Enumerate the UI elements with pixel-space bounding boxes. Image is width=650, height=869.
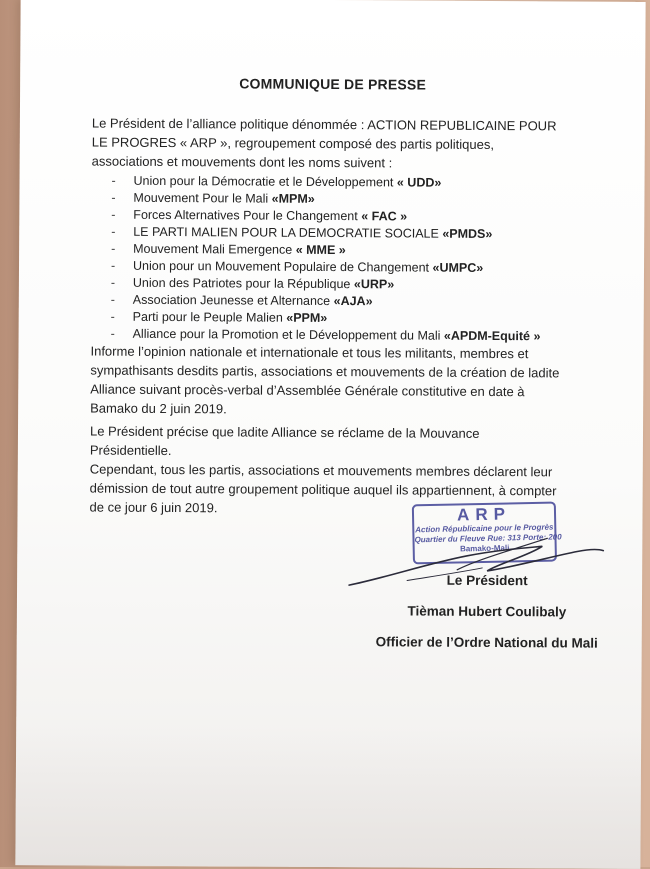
page-shadow (15, 725, 641, 869)
list-item: - LE PARTI MALIEN POUR LA DEMOCRATIE SOCIALE «PMDS» (111, 224, 493, 241)
member-acronym: « FAC » (361, 209, 408, 224)
member-acronym: «URP» (353, 277, 395, 292)
member-name: LE PARTI MALIEN POUR LA DEMOCRATIE SOCIALE (133, 224, 439, 241)
member-name: Mouvement Pour le Mali (133, 190, 269, 206)
member-name: Union pour un Mouvement Populaire de Changement (132, 258, 430, 275)
signature-block (357, 570, 617, 653)
resignation-paragraph: Cependant, tous les partis, associations et mouvements membres déclarent leur démission de tout autre groupement politique auquel ils appartiennent, à compter de ce jour 6 juin 2019. (89, 461, 557, 516)
member-acronym: «UMPC» (432, 260, 484, 275)
inform-paragraph: Informe l’opinion nationale et internationale et tous les militants, membres et sympathisants desdits partis, associations et mouvements de la création de ladite Alliance suivant procès-verbal d’Assemblée Générale constitutive en date à Bamako du 2 juin 2019. (90, 343, 560, 417)
member-acronym: «AJA» (333, 294, 373, 309)
stamp-title: ARP (456, 504, 512, 525)
member-list (111, 173, 582, 346)
member-name: Union pour la Démocratie et le Développement (133, 173, 394, 190)
signatory-name: Tièman Hubert Coulibaly (407, 603, 567, 620)
press-release-page (15, 0, 645, 869)
member-acronym: « UDD» (396, 175, 442, 190)
member-name: Forces Alternatives Pour le Changement (133, 207, 358, 224)
list-item: - Alliance pour la Promotion et le Développement du Mali «APDM-Equité » (110, 326, 541, 344)
signatory-title: Officier de l’Ordre National du Mali (375, 634, 598, 651)
stamp-line-name: Action Républicaine pour le Progrès (415, 522, 554, 535)
signatory-role: Le Président (446, 572, 528, 589)
member-acronym: «MPM» (271, 191, 315, 206)
list-item: - Union des Patriotes pour la République «URP» (110, 275, 395, 292)
member-acronym: «PMDS» (442, 226, 493, 241)
member-acronym: « MME » (295, 242, 346, 258)
list-item: - Mouvement Mali Emergence « MME » (111, 241, 346, 258)
member-acronym: «APDM-Equité » (443, 328, 541, 344)
member-acronym: «PPM» (286, 310, 328, 325)
member-name: Union des Patriotes pour la République (132, 275, 351, 292)
stamp-line-city: Bamako-Mali (459, 543, 510, 554)
stamp-line-address: Quartier du Fleuve Rue: 313 Porte: 200 (414, 532, 562, 545)
list-item: - Forces Alternatives Pour le Changement « FAC » (111, 207, 408, 224)
document-title: COMMUNIQUE DE PRESSE (239, 75, 427, 93)
list-item: - Association Jeunesse et Alternance «AJA» (110, 292, 373, 309)
list-item: - Mouvement Pour le Mali «MPM» (111, 190, 315, 206)
member-name: Mouvement Mali Emergence (133, 241, 293, 257)
president-paragraph: Le Président précise que ladite Alliance se réclame de la Mouvance Présidentielle. (89, 423, 480, 459)
list-item: - Parti pour le Peuple Malien «PPM» (110, 309, 328, 325)
list-item: - Union pour la Démocratie et le Développement « UDD» (111, 173, 442, 190)
intro-paragraph: Le Président de l’alliance politique dénommée : ACTION REPUBLICAINE POUR LE PROGRES « ARP », regroupement composé des partis politiques, associations et mouvements dont les noms suivent : (91, 115, 557, 171)
member-name: Alliance pour la Promotion et le Développement du Mali (132, 326, 441, 343)
list-item: - Union pour un Mouvement Populaire de Changement «UMPC» (110, 258, 484, 275)
member-name: Association Jeunesse et Alternance (132, 292, 331, 308)
member-name: Parti pour le Peuple Malien (132, 309, 283, 325)
